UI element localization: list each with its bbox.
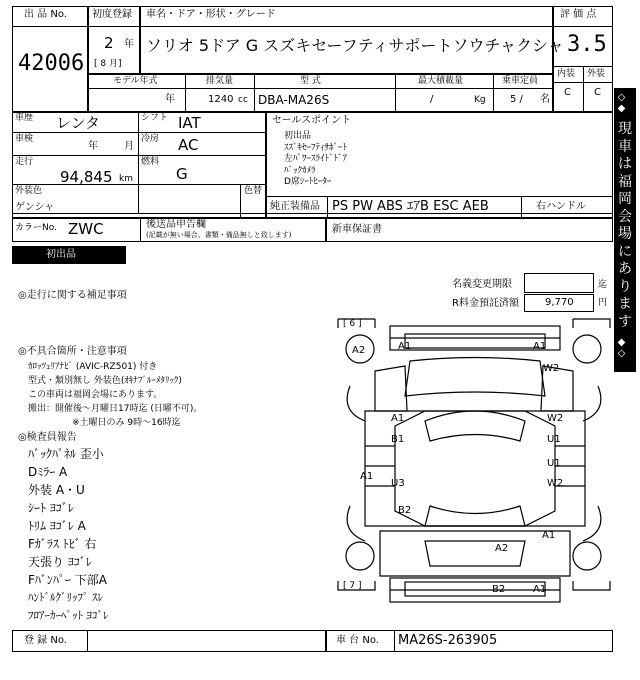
side-banner-char: あ xyxy=(618,261,632,277)
inspection-year: 年 xyxy=(88,141,98,152)
grade-value: 3.5 xyxy=(567,32,607,57)
side-banner-char: す xyxy=(618,313,632,330)
damage-mark: A1 xyxy=(391,413,405,424)
mileage-unit: km xyxy=(119,174,133,184)
max-load-unit: Kg xyxy=(474,95,486,105)
driving-notes-title: ◎走行に関する補足事項 xyxy=(18,290,127,301)
warranty-text: 新車保証書 xyxy=(332,224,382,235)
first-registration-month: [ 8 月] xyxy=(94,59,122,69)
capacity-unit: 名 xyxy=(540,94,550,105)
damage-mark: U1 xyxy=(547,434,561,445)
inspector-line: ﾄﾘﾑ ﾖｺﾞﾚ A xyxy=(28,519,86,533)
damage-mark: A2 xyxy=(352,345,366,356)
ext-color-label: 外装色 xyxy=(15,186,43,196)
side-banner-top-marks: ◇◆ xyxy=(616,92,627,114)
registration-number-label: 登 録 No. xyxy=(24,635,67,646)
side-banner-char: 会 xyxy=(618,208,632,225)
defects-title: ◎不具合箇所・注意事項 xyxy=(18,346,127,357)
sales-point-item: D席ｼｰﾄﾋｰﾀｰ xyxy=(284,177,332,187)
damage-mark: A2 xyxy=(495,543,509,554)
history-value: レンタ xyxy=(56,114,101,132)
inspector-line: Fｶﾞﾗｽ ﾄﾋﾞ 右 xyxy=(28,537,97,551)
fuel-label: 燃料 xyxy=(141,157,160,167)
side-banner-char: に xyxy=(618,243,632,260)
model-year-unit: 年 xyxy=(165,94,175,105)
inspection-month: 月 xyxy=(124,141,134,152)
side-banner-char: ま xyxy=(618,296,632,312)
inspector-line: ｼｰﾄ ﾖｺﾞﾚ xyxy=(28,501,74,515)
history-label: 車歴 xyxy=(15,113,34,123)
inspector-line: ﾌﾛｱｰｶｰﾍﾟｯﾄ ﾖｺﾞﾚ xyxy=(28,609,109,622)
inspection-label: 車検 xyxy=(15,134,34,144)
inspector-line: ﾊﾞｯｸﾊﾟﾈﾙ 歪小 xyxy=(28,447,104,461)
name-change-label: 名義変更期限 xyxy=(452,279,512,290)
damage-mark: W2 xyxy=(543,363,560,374)
shift-value: IAT xyxy=(178,114,201,132)
side-banner-bottom-marks: ◆◇ xyxy=(616,337,627,359)
sales-point-item: ｽｽﾞｷｾｰﾌﾃｨｻﾎﾟｰﾄ xyxy=(284,143,348,153)
max-load-separator: / xyxy=(430,94,434,105)
diagram-corner-tl: [ 6 ] xyxy=(343,319,362,329)
color-change-label: 色替 xyxy=(244,186,263,196)
damage-mark: A1 xyxy=(533,584,547,595)
first-registration-year-unit: 年 xyxy=(124,39,134,50)
mileage-value: 94,845 xyxy=(60,168,113,186)
defect-line: ｶﾛｯﾂｪﾘｱﾅﾋﾞ (AVIC-RZ501) 付き xyxy=(28,362,158,372)
aircon-label: 冷房 xyxy=(141,134,160,144)
defect-line: 搬出：開催後～月曜日17時迄 (日曜不可)。 xyxy=(28,404,203,414)
side-banner-char: は xyxy=(618,156,632,172)
damage-mark: B2 xyxy=(492,584,506,595)
exterior-value: C xyxy=(594,87,601,98)
color-code-label: カラーNo. xyxy=(15,223,57,233)
side-banner-char: 現 xyxy=(618,121,632,137)
grade-label: 評 価 点 xyxy=(560,9,597,20)
first-registration-year: 2 xyxy=(104,34,114,52)
inspector-title: ◎検査員報告 xyxy=(18,432,77,443)
damage-mark: B1 xyxy=(391,434,405,445)
damage-mark: U3 xyxy=(391,478,405,489)
damage-diagram xyxy=(335,316,613,632)
inspector-line: 天張り ﾖｺﾞﾚ xyxy=(28,555,92,569)
steering-value: 右ハンドル xyxy=(536,201,586,212)
side-banner-char: 場 xyxy=(618,226,632,242)
inspector-line: Dﾐﾗｰ A xyxy=(28,465,68,479)
damage-mark: W2 xyxy=(547,413,564,424)
lot-number: 42006 xyxy=(18,51,85,76)
inspector-line: 外装 A・U xyxy=(28,483,85,497)
chassis-number: MA26S-263905 xyxy=(398,633,498,648)
shift-label: シフト xyxy=(141,113,169,123)
model-year-label: モデル年式 xyxy=(113,76,158,86)
damage-mark: A1 xyxy=(542,530,556,541)
inspector-line: ﾊﾝﾄﾞﾙｸﾞﾘｯﾌﾟ ｽﾚ xyxy=(28,591,103,604)
recycle-label: R料金預託済額 xyxy=(452,298,519,309)
recycle-unit: 円 xyxy=(598,298,608,308)
sales-point-item: 左ﾊﾟﾜｰｽﾗｲﾄﾞﾄﾞｱ xyxy=(284,154,348,164)
damage-mark: U1 xyxy=(547,458,561,469)
displacement-unit: cc xyxy=(238,95,248,105)
interior-value: C xyxy=(564,87,571,98)
capacity-value: 5 / xyxy=(510,94,523,105)
type-value: DBA-MA26S xyxy=(258,93,330,107)
max-load-label: 最大積載量 xyxy=(418,76,464,86)
interior-label: 内装 xyxy=(557,69,576,79)
capacity-label: 乗車定員 xyxy=(502,76,539,86)
damage-mark: A1 xyxy=(360,471,374,482)
car-name: ソリオ 5ドア G スズキセーフティサポートソウチャクシャ xyxy=(146,36,564,55)
name-change-field xyxy=(524,273,594,293)
aftermarket-note: (記載が無い場合、書類・備品無しと致します) xyxy=(146,231,292,239)
color-code-value: ZWC xyxy=(68,220,104,238)
sales-points-title: セールスポイント xyxy=(272,115,352,126)
sales-point-item: ﾊﾞｯｸｶﾒﾗ xyxy=(284,166,316,176)
damage-mark: A1 xyxy=(398,341,412,352)
side-banner-char: 岡 xyxy=(618,191,632,207)
damage-mark: A1 xyxy=(533,341,547,352)
displacement-value: 1240 xyxy=(208,94,234,105)
type-label: 型 式 xyxy=(300,76,321,86)
first-registration-label: 初度登録 xyxy=(92,9,132,20)
equipment-label: 純正装備品 xyxy=(270,201,320,212)
recycle-value: 9,770 xyxy=(545,297,574,308)
first-listing-text: 初出品 xyxy=(46,249,76,260)
exterior-label: 外装 xyxy=(587,69,606,79)
aircon-value: AC xyxy=(178,136,199,154)
inspector-line: Fﾊﾞﾝﾊﾟｰ 下部A xyxy=(28,573,107,587)
defect-line: 型式・類別無し 外装色(ｵｷﾅﾌﾞﾙｰﾒﾀﾘｯｸ) xyxy=(28,376,182,386)
chassis-number-label: 車 台 No. xyxy=(336,635,379,646)
aftermarket-label: 後送品申告欄 xyxy=(146,219,206,230)
name-change-unit: 迄 xyxy=(598,280,608,290)
sales-point-item: 初出品 xyxy=(284,131,312,141)
displacement-label: 排気量 xyxy=(206,76,234,86)
defect-line: この車両は福岡会場にあります。 xyxy=(28,390,163,400)
side-banner-char: り xyxy=(618,278,632,295)
mileage-label: 走行 xyxy=(15,157,34,167)
damage-mark: W2 xyxy=(547,478,564,489)
defect-line: ※土曜日のみ 9時～16時迄 xyxy=(72,418,181,428)
car-name-label: 車名・ドア・形状・グレード xyxy=(146,9,276,20)
fuel-value: G xyxy=(176,165,188,183)
lot-number-label: 出 品 No. xyxy=(24,9,67,20)
diagram-corner-bl: [ 7 ] xyxy=(343,581,362,591)
side-banner-char: 車 xyxy=(618,138,632,155)
side-banner-char: 福 xyxy=(618,173,632,190)
equipment-value: PS PW ABS ｴｱB ESC AEB xyxy=(332,199,489,214)
damage-mark: B2 xyxy=(398,505,412,516)
ext-color-value: ゲンシャ xyxy=(15,202,55,213)
